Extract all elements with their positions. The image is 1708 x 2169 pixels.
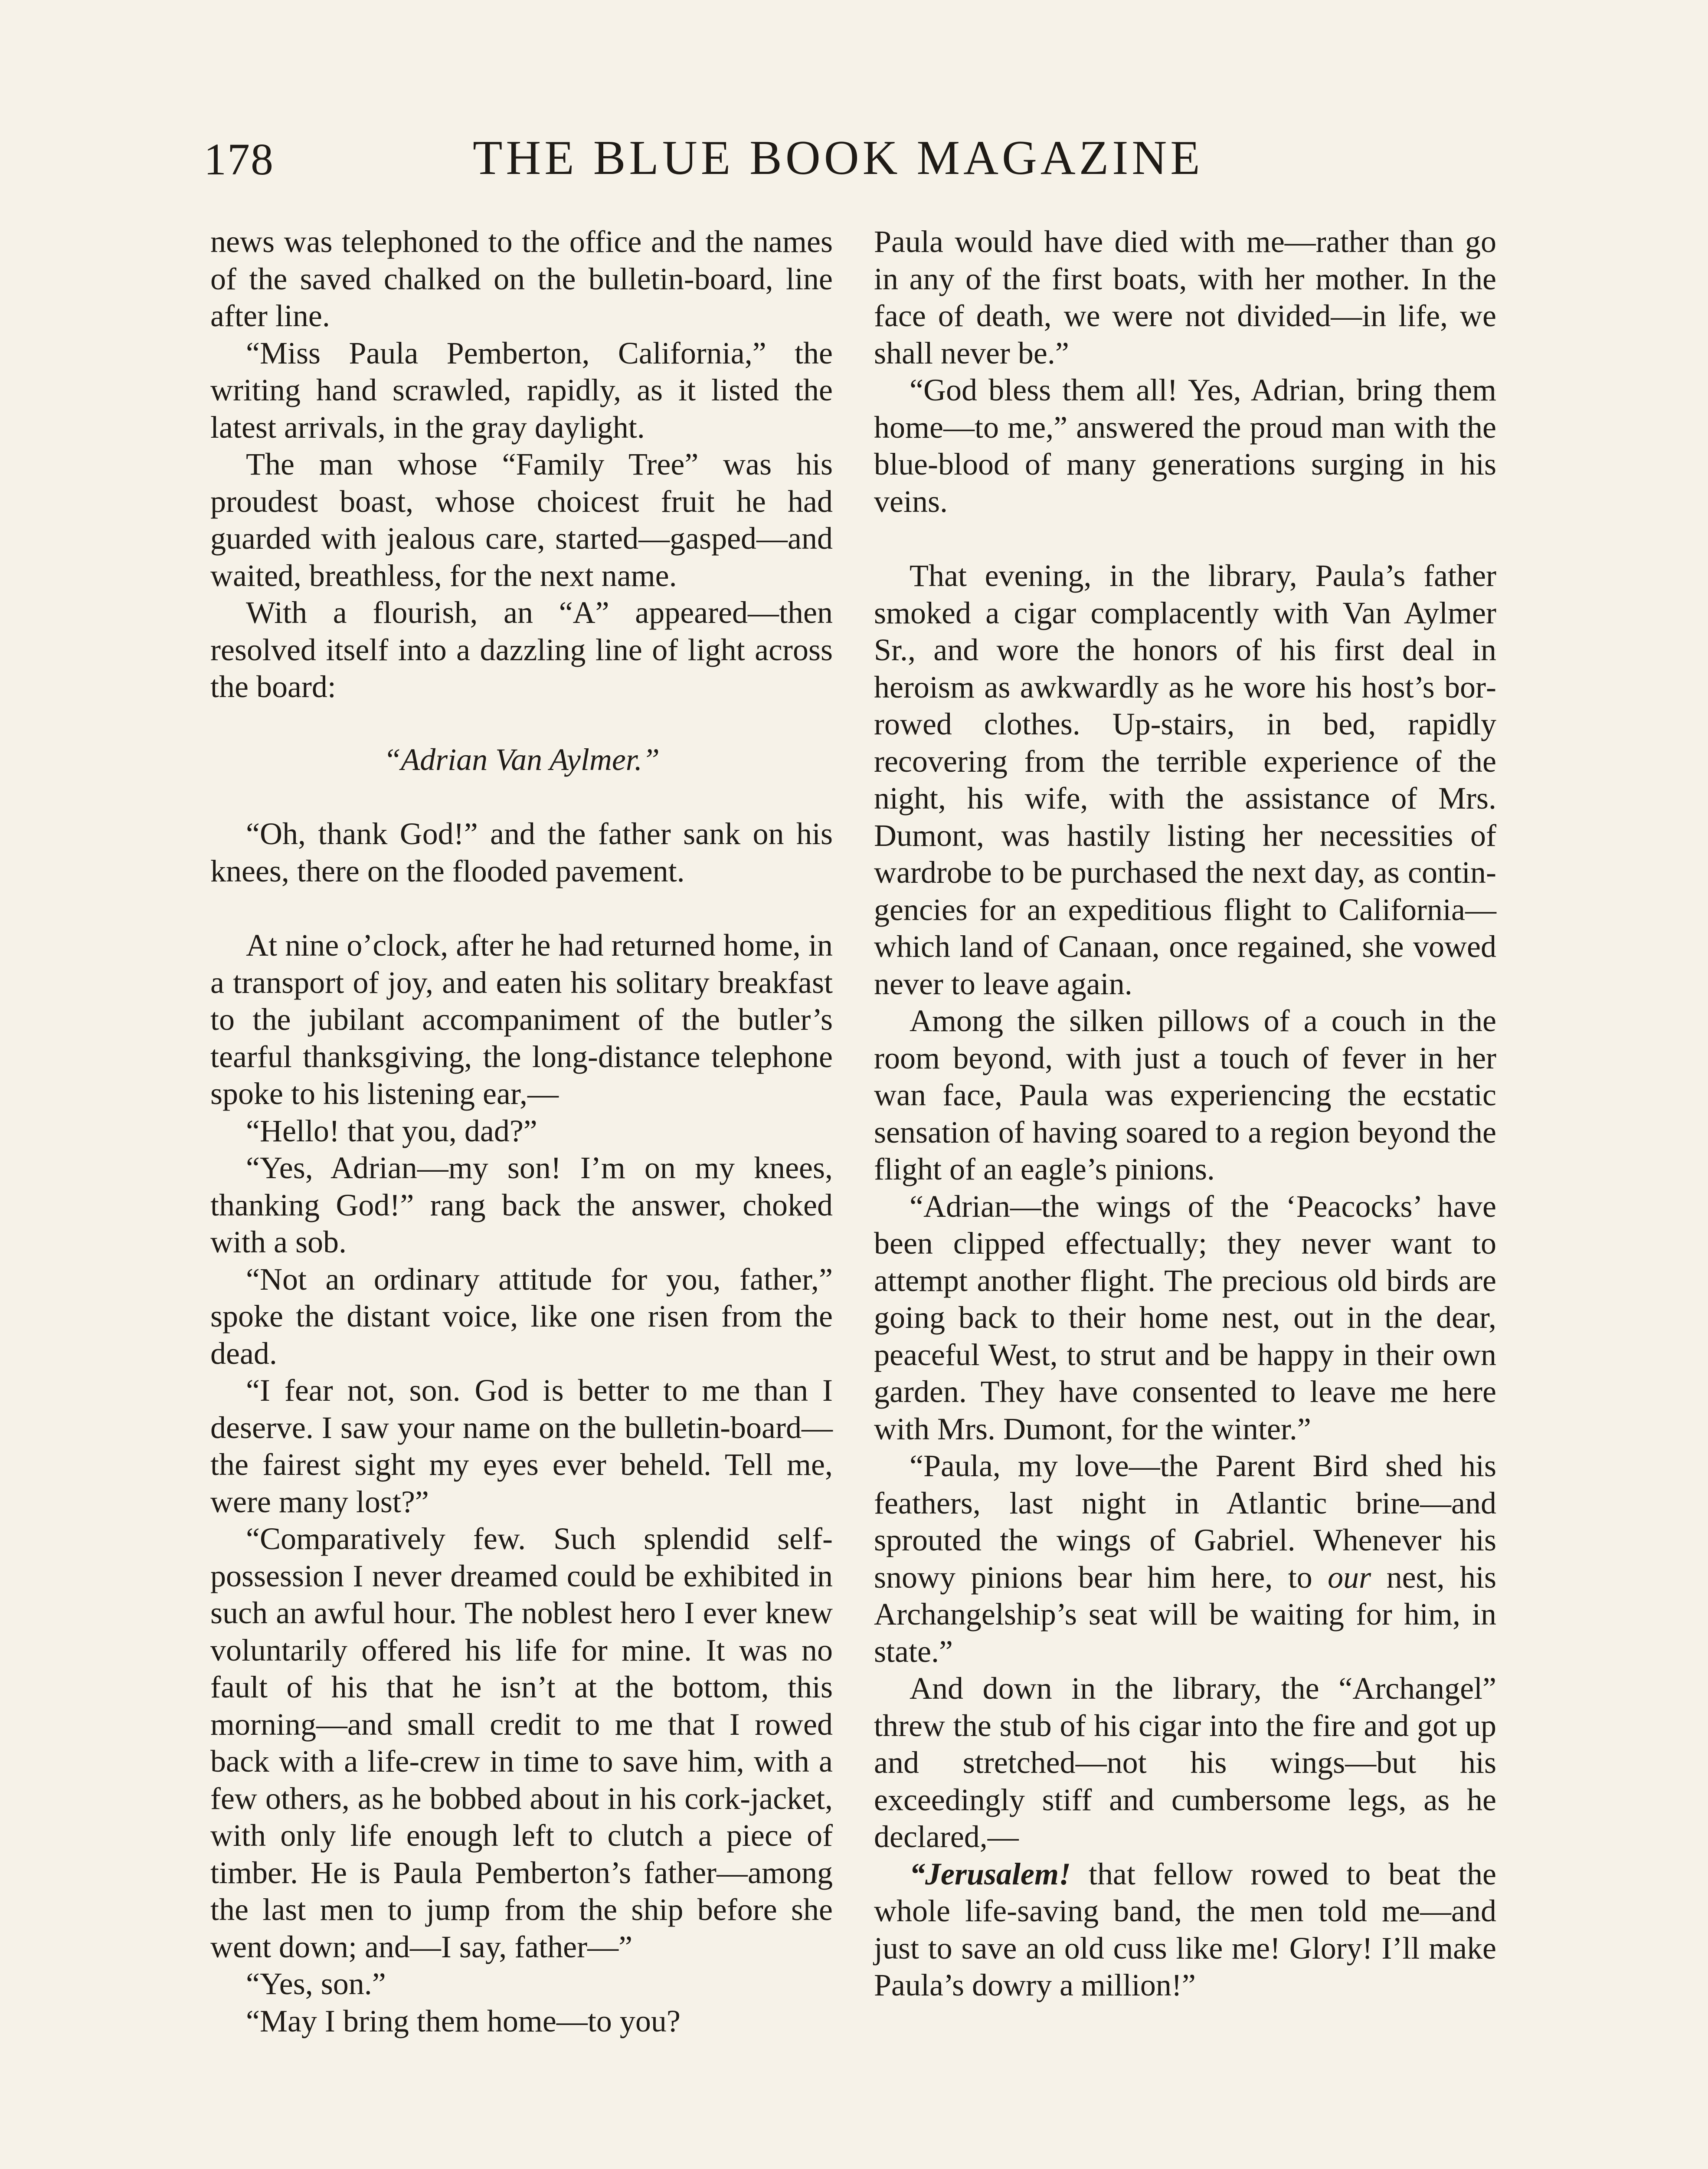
running-title: THE BLUE BOOK MAGAZINE	[473, 131, 1204, 185]
paragraph: “Not an ordinary attitude for you, father,” spoke the distant voice, like one risen from the dead.	[210, 1261, 833, 1371]
paragraph: And down in the library, the “Archangel” threw the stub of his cigar into the fire and got up and stretched—not his wings—but his exceedingly stiff and cumbersome legs, as he declared,—	[874, 1671, 1496, 1854]
paragraph: “Miss Paula Pemberton, California,” the writing hand scrawled, rapidly, as it listed the latest arrivals, in the gray daylight.	[210, 335, 833, 445]
paragraph: With a flourish, an “A” appeared—then resolved itself into a dazzling line of light across the board:	[210, 595, 833, 704]
paragraph: “Oh, thank God!” and the father sank on his knees, there on the flooded pavement.	[210, 816, 833, 888]
paragraph: Among the silken pillows of a couch in the room beyond, with just a touch of fever in her wan face, Paula was experiencing the ecstatic sensation of having soared to a region beyond the flight of an eagle’s pinions.	[874, 1003, 1496, 1186]
emphasis-jerusalem: “Jerusalem!	[910, 1856, 1071, 1891]
paragraph-text: that fellow rowed to beat the whole life-saving band, the men told me—and just to save an old cuss like me! Glory! I’ll make Paula’s dowry a million!”	[874, 1856, 1496, 2002]
paragraph-text: “Paula, my love—the Parent Bird shed his feathers, last night in Atlantic brine—and sprouted the wings of Gabriel. Whenever his snowy pinions bear him here, to	[874, 1448, 1496, 1595]
right-column	[874, 223, 1496, 2004]
paragraph: That evening, in the library, Paula’s father smoked a cigar complacently with Van Aylmer Sr., and wore the honors of his first deal in heroism as awkwardly as he wore his host’s borrowed clothes. Up-stairs, in bed, rapidly recovering from the terrible experience of the night, his wife, with the assistance of Mrs. Dumont, was hastily listing her necessities of wardrobe to be purchased the next day, as contingencies for an expeditious flight to California—which land of Canaan, once regained, she vowed never to leave again.	[874, 558, 1496, 1001]
emphasis-our: our	[1328, 1560, 1371, 1595]
paragraph: “Hello! that you, dad?”	[246, 1113, 537, 1148]
paragraph: At nine o’clock, after he had returned home, in a transport of joy, and eaten his solitary breakfast to the jubilant accompaniment of the butler’s tearful thanksgiving, the long-distance telephone spoke to his listening ear,—	[210, 928, 833, 1111]
paragraph: “Yes, Adrian—my son! I’m on my knees, thanking God!” rang back the answer, choked with a sob.	[210, 1150, 833, 1259]
paragraph: “Adrian—the wings of the ‘Peacocks’ have been clipped effectually; they never want to attempt another flight. The precious old birds are going back to their home nest, out in the dear, peaceful West, to strut and be happy in their own garden. They have consented to leave me here with Mrs. Dumont, for the winter.”	[874, 1189, 1496, 1446]
paragraph	[874, 1856, 1496, 2004]
paragraph: The man whose “Family Tree” was his proudest boast, whose choicest fruit he had guarded with jealous care, started—gasped—and waited, breathless, for the next name.	[210, 447, 833, 593]
paragraph: “I fear not, son. God is better to me than I deserve. I saw your name on the bulletin-board—the fairest sight my eyes ever beheld. Tell me, were many lost?”	[210, 1373, 833, 1519]
name-on-board: “Adrian Van Aylmer.”	[383, 742, 660, 777]
page-number: 178	[204, 134, 274, 184]
paragraph-text: nest, his Archangelship’s seat will be waiting for him, in state.”	[874, 1560, 1496, 1669]
left-column	[210, 223, 833, 2040]
paragraph: “May I bring them home—to you?	[246, 2003, 681, 2038]
paragraph: news was telephoned to the office and the names of the saved chalked on the bulletin-board, line after line.	[210, 224, 833, 333]
paragraph: Paula would have died with me—rather than go in any of the first boats, with her mother. In the face of death, we were not divided—in life, we shall never be.”	[874, 224, 1496, 370]
paragraph: “Comparatively few. Such splendid self-possession I never dreamed could be exhibited in such an awful hour. The noblest hero I ever knew voluntarily offered his life for mine. It was no fault of his that he isn’t at the bottom, this morning—and small credit to me that I rowed back with a life-crew in time to save him, with a few others, as he bobbed about in his cork-jacket, with only life enough left to clutch a piece of timber. He is Paula Pemberton’s father—among the last men to jump from the ship before she went down; and—I say, father—”	[210, 1521, 833, 1964]
paragraph: “Yes, son.”	[246, 1966, 386, 2001]
page-header	[204, 130, 1488, 195]
paragraph: “God bless them all! Yes, Adrian, bring them home—to me,” answered the proud man with the blue-blood of many generations surging in his veins.	[874, 373, 1496, 519]
paragraph	[874, 1448, 1496, 1670]
